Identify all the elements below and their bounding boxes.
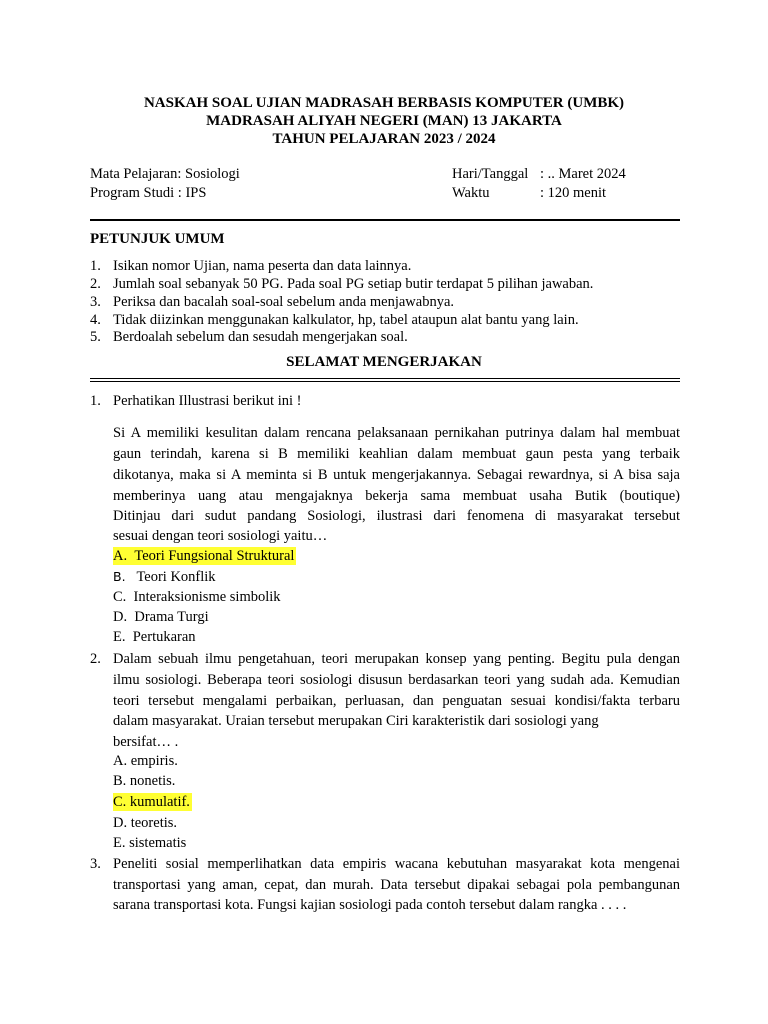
option-e[interactable] [113,628,196,646]
question-number: 1. [90,393,101,409]
question-number: 2. [90,651,101,667]
program-label: Program Studi : IPS [90,185,207,201]
question-text-line: dalam masyarakat. Uraian tersebut merupakan Ciri karakteristik dari sosiologi yang [113,713,599,729]
instruction-text: Tidak diizinkan menggunakan kalkulator, hp, tabel ataupun alat bantu yang lain. [113,312,579,328]
header-title-line3: TAHUN PELAJARAN 2023 / 2024 [272,131,496,147]
option-e[interactable]: E. sistematis [113,835,187,851]
instruction-num: 4. [90,312,101,328]
question-text-line: gaun terindah, karena si B memiliki keahlian dalam membuat gaun pesta yang terbaik [113,446,680,462]
subject-label: Mata Pelajaran: Sosiologi [90,166,240,182]
instruction-text: Periksa dan bacalah soal-soal sebelum anda menjawabnya. [113,294,455,310]
option-text: Teori Konflik [136,569,216,585]
question-text-line: ilmu sosiologi. Beberapa teori sosiologi disusun berdasarkan teori yang sudah ada. Kemudian [113,672,680,688]
question-text-line: Dalam sebuah ilmu pengetahuan, teori merupakan konsep yang penting. Begitu pula dengan [113,651,680,667]
option-text: Teori Fungsional Struktural [134,548,295,564]
header-title-line1: NASKAH SOAL UJIAN MADRASAH BERBASIS KOMPUTER (UMBK) [143,95,625,111]
instruction-num: 1. [90,258,101,274]
time-label: Waktu [452,185,490,201]
divider-top [90,219,680,221]
date-label: Hari/Tanggal [452,166,529,182]
instruction-num: 3. [90,294,101,310]
question-text-line: transportasi yang aman, cepat, dan murah. Data tersebut dipakai sebagai pola pembangunan [113,877,680,893]
instruction-num: 2. [90,276,101,292]
question-text-line: sarana transportasi kota. Fungsi kajian sosiologi pada contoh tersebut dalam rangka . . . . [113,897,627,913]
time-value: : 120 menit [540,185,607,201]
option-label: E. [113,629,126,645]
option-c[interactable] [113,588,281,606]
option-b[interactable]: B. nonetis. [113,773,176,789]
instructions-title: PETUNJUK UMUM [90,231,225,247]
header-title-line2: MADRASAH ALIYAH NEGERI (MAN) 13 JAKARTA [206,113,562,129]
question-text-line: bersifat… . [113,734,179,750]
option-label: C. [113,589,127,605]
option-text: Drama Turgi [134,609,209,625]
instruction-text: Isikan nomor Ujian, nama peserta dan data lainnya. [113,258,412,274]
question-text-line: sesuai dengan teori sosiologi yaitu… [113,528,328,544]
question-text-line: Si A memiliki kesulitan dalam rencana pelaksanaan pernikahan putrinya dalam hal membuat [113,425,680,441]
closing-heading: SELAMAT MENGERJAKAN [286,354,482,370]
question-text-line: dikotanya, maka si A meminta si B untuk mengerjakannya. Sebagai rewardnya, si A bisa saja [113,467,680,483]
instruction-num: 5. [90,329,101,345]
option-label: B. [113,569,126,584]
date-value: : .. Maret 2024 [540,166,626,182]
instruction-text: Berdoalah sebelum dan sesudah mengerjakan soal. [113,329,408,345]
question-number: 3. [90,856,101,872]
question-text-line: Peneliti sosial memperlihatkan data empiris wacana kebutuhan masyarakat kota mengenai [113,856,680,872]
question-intro: Perhatikan Illustrasi berikut ini ! [113,393,302,409]
option-d[interactable] [113,608,209,626]
divider-double-top [90,378,680,379]
option-d[interactable]: D. teoretis. [113,815,178,831]
question-text-line: Ditinjau dari sudut pandang Sosiologi, ilustrasi dari fenomena di masyarakat tersebut [113,508,680,524]
option-text: Interaksionisme simbolik [133,589,281,605]
option-label: A. [113,548,128,564]
question-text-line: teori tersebut mengalami perbaikan, perluasan, dan penguatan sesuai kondisi/fakta terbaru [113,693,680,709]
question-text-line: memberinya uang atau mengajaknya bekerja sama membuat usaha Butik (boutique) [113,488,680,504]
option-b[interactable] [113,568,216,586]
divider-double-bottom [90,381,680,382]
option-a-correct[interactable] [113,547,296,565]
instruction-text: Jumlah soal sebanyak 50 PG. Pada soal PG setiap butir terdapat 5 pilihan jawaban. [113,276,594,292]
option-text: Pertukaran [132,629,196,645]
option-label: D. [113,609,128,625]
option-c-correct[interactable]: C. kumulatif. [113,794,190,810]
option-a[interactable]: A. empiris. [113,753,178,769]
